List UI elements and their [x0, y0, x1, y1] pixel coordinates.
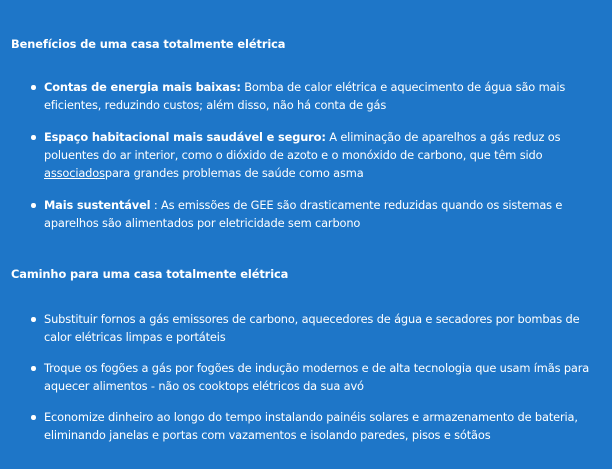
- bullet-icon: [31, 135, 36, 140]
- item-text: A eliminação de aparelhos a gás reduz os poluentes do ar interior, como o dióxido de azoto e o monóxido de carbono, que têm sido: [44, 130, 561, 162]
- section-heading-path: Caminho para uma casa totalmente elétrica: [11, 267, 289, 281]
- item-bold-label: Mais sustentável: [44, 198, 151, 212]
- item-bold-label: Espaço habitacional mais saudável e seguro:: [44, 130, 326, 144]
- list-item: [0, 310, 612, 346]
- item-text-after: para grandes problemas de saúde como asma: [104, 166, 364, 180]
- bullet-icon: [31, 317, 36, 322]
- benefits-list: [0, 78, 612, 246]
- bullet-icon: [31, 203, 36, 208]
- item-bold-label: Contas de energia mais baixas:: [44, 80, 241, 94]
- bullet-icon: [31, 415, 36, 420]
- path-list: [0, 310, 612, 457]
- section-heading-benefits: Benefícios de uma casa totalmente elétrica: [11, 37, 286, 51]
- bullet-icon: [31, 85, 36, 90]
- item-text: Economize dinheiro ao longo do tempo instalando painéis solares e armazenamento de bateria, eliminando janelas e portas com vazamentos e isolando paredes, pisos e sótãos: [44, 410, 578, 442]
- list-item: [0, 359, 612, 395]
- bullet-icon: [31, 366, 36, 371]
- item-text: : As emissões de GEE são drasticamente reduzidas quando os sistemas e aparelhos são alimentados por eletricidade sem carbono: [44, 198, 563, 230]
- list-item: [0, 128, 612, 182]
- item-text: Troque os fogões a gás por fogões de indução modernos e de alta tecnologia que usam ímãs para aquecer alimentos - não os cooktops elétricos da sua avó: [44, 361, 590, 393]
- list-item: [0, 196, 612, 232]
- associados-link[interactable]: associados: [44, 166, 105, 180]
- list-item: [0, 408, 612, 444]
- item-text: Substituir fornos a gás emissores de carbono, aquecedores de água e secadores por bombas de calor elétricas limpas e portáteis: [44, 312, 580, 344]
- list-item: [0, 78, 612, 114]
- item-text: Bomba de calor elétrica e aquecimento de água são mais eficientes, reduzindo custos; além disso, não há conta de gás: [44, 80, 566, 112]
